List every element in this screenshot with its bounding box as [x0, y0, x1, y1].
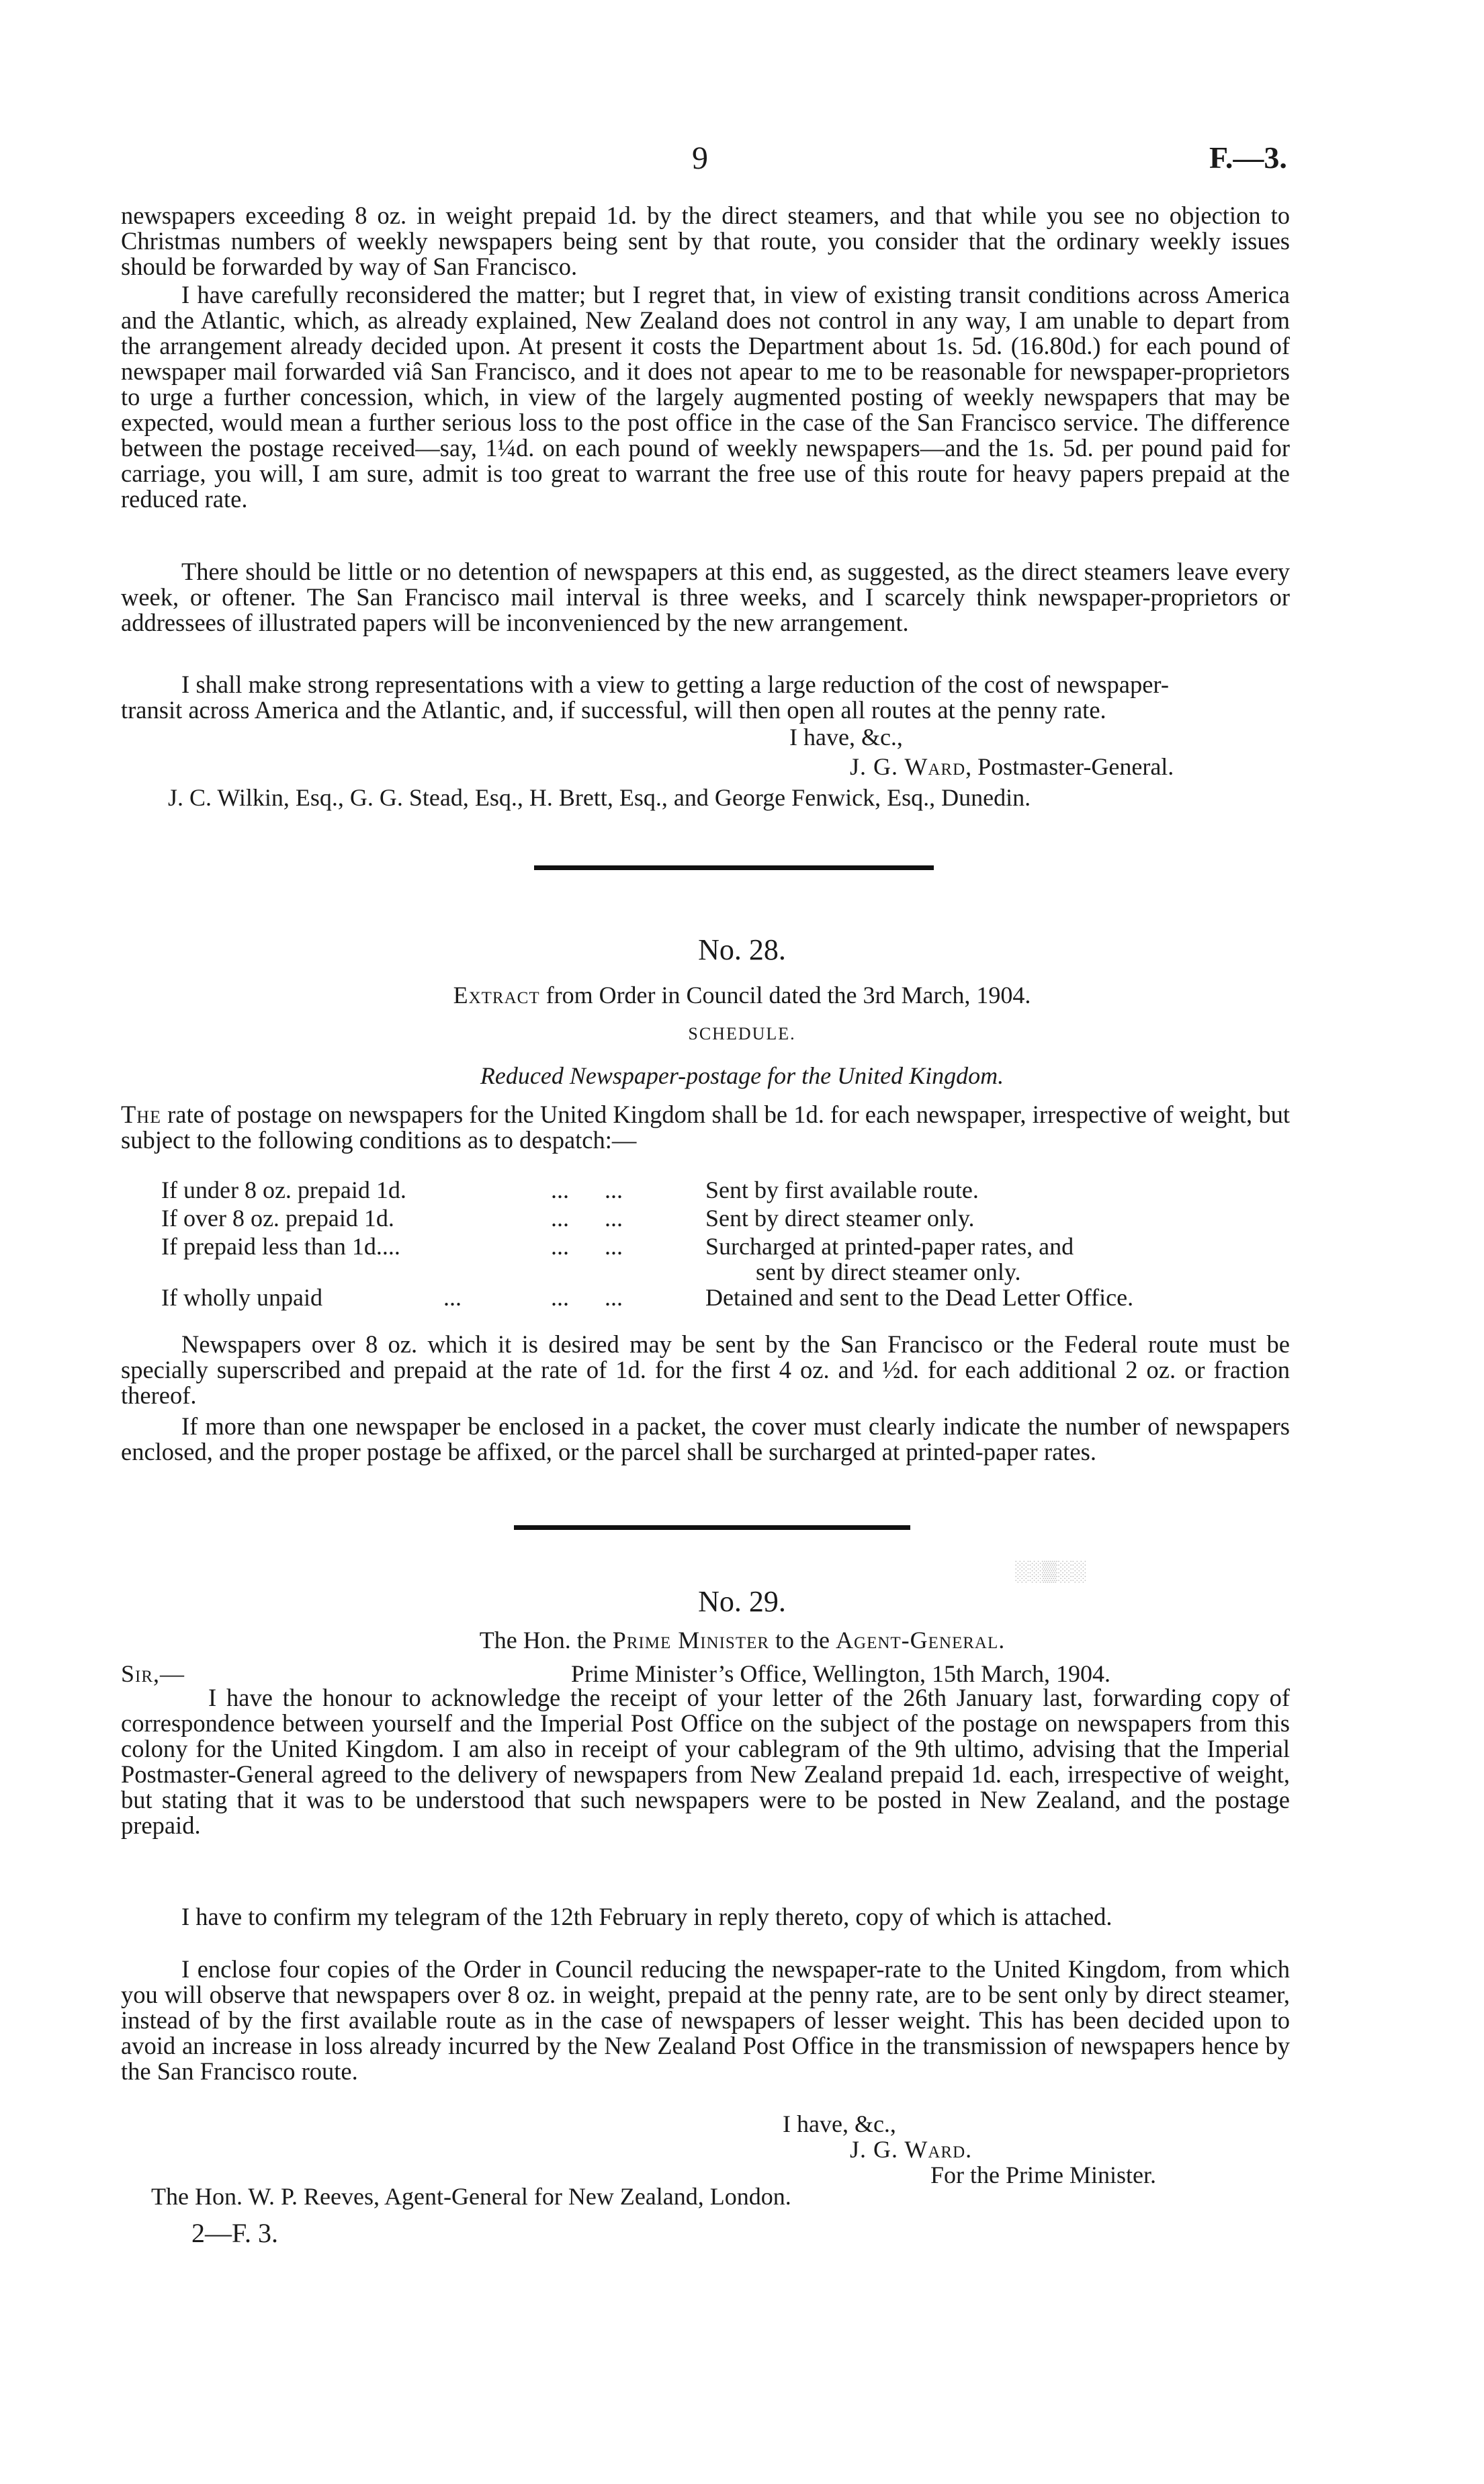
- schedule-subtitle: Reduced Newspaper-postage for the United Kingdom.: [480, 1062, 1004, 1089]
- letter-signature: [850, 753, 1174, 781]
- order-paragraph: Newspapers over 8 oz. which it is desired may be sent by the San Francisco or the Federal route must be specially superscribed and prepaid at the rate of 1d. for the first 4 oz. and ½d. for each additional 2 oz. or fraction thereof.: [121, 1330, 1290, 1409]
- schedule-label: SCHEDULE.: [688, 1024, 796, 1043]
- leader-dots: ...: [605, 1176, 623, 1203]
- letter-paragraph: I have carefully reconsidered the matter; but I regret that, in view of existing transit conditions across America and the Atlantic, which, as already explained, New Zealand does not control in any way, I am unable to depart from the arrangement already decided upon. At present it costs the Department about 1s. 5d. (16.80d.) for each pound of newspaper mail forwarded viâ San Francisco, and it does not apear to me to be reasonable for newspaper-proprietors to urge a further concession, which, in view of the largely augmented posting of weekly newspapers that may be expected, would mean a further serious loss to the post office in the case of the San Francisco service. The difference between the postage received—say, 1¼d. on each pound of weekly newspapers—and the 1s. 5d. per pound paid for carriage, you will, I am sure, admit is too great to warrant the free use of this route for heavy papers prepaid at the reduced rate.: [121, 281, 1290, 513]
- print-specks: ░░▒░░: [1014, 1560, 1086, 1582]
- title-part: to the: [769, 1627, 836, 1654]
- letter-paragraph: I have to confirm my telegram of the 12th February in reply thereto, copy of which is attached.: [181, 1903, 1112, 1930]
- intro-lead: The: [121, 1101, 161, 1128]
- leader-dots: ...: [551, 1176, 569, 1203]
- letter-signature: J. G. Ward.: [850, 2136, 973, 2163]
- letter-paragraph: I enclose four copies of the Order in Council reducing the newspaper-rate to the United Kingdom, from which you will observe that newspapers over 8 oz. in weight, prepaid at the penny rate, are to be sent only by direct steamer, instead of by the first available route as in the case of newspapers of lesser weight. This has been decided upon to avoid an increase in loss already incurred by the New Zealand Post Office in the transmission of newspapers hence by the San Francisco route.: [121, 1955, 1290, 2085]
- section-divider: [514, 1525, 910, 1530]
- section-divider: [534, 865, 934, 870]
- letter-paragraph: I shall make strong representations with a view to getting a large reduction of the cost of newspaper-transit across America and the Atlantic, and, if successful, will then open all routes at the penny rate.: [121, 671, 1169, 724]
- letter-addressee: The Hon. W. P. Reeves, Agent-General for New Zealand, London.: [151, 2183, 791, 2210]
- leader-dots: ...: [443, 1284, 462, 1311]
- letter-addressee: J. C. Wilkin, Esq., G. G. Stead, Esq., H. Brett, Esq., and George Fenwick, Esq., Dunedin.: [168, 784, 1031, 811]
- letter-title: [0, 1626, 1484, 1654]
- leader-dots: ...: [605, 1284, 623, 1311]
- leader-dots: ...: [605, 1205, 623, 1232]
- section-heading: No. 28.: [698, 933, 786, 966]
- schedule-result-cont: sent by direct steamer only.: [756, 1258, 1021, 1285]
- schedule-result: Sent by first available route.: [705, 1176, 979, 1203]
- order-paragraph: If more than one newspaper be enclosed in a packet, the cover must clearly indicate the number of newspapers enclosed, and the proper postage be affixed, or the parcel shall be surcharged at printed-paper rates.: [121, 1412, 1290, 1465]
- schedule-row: [161, 1177, 1303, 1204]
- leader-dots: ...: [551, 1205, 569, 1232]
- title-part: Prime Minister: [612, 1627, 770, 1654]
- schedule-condition: If over 8 oz. prepaid 1d.: [161, 1205, 394, 1232]
- letter-closing: I have, &c.,: [789, 724, 903, 751]
- leader-dots: ...: [551, 1233, 569, 1260]
- signature-for: For the Prime Minister.: [930, 2161, 1156, 2188]
- schedule-row-continuation: [161, 1259, 1303, 1286]
- letter-paragraph: newspapers exceeding 8 oz. in weight prepaid 1d. by the direct steamers, and that while you see no objection to Christmas numbers of weekly newspapers being sent by that route, you consider that the ordinary weekly issues should be forwarded by way of San Francisco.: [121, 202, 1290, 280]
- page-number: 9: [692, 140, 708, 176]
- schedule-condition: If wholly unpaid: [161, 1284, 322, 1311]
- title-part: Agent-General: [836, 1627, 999, 1654]
- signatory-title: , Postmaster-General.: [965, 753, 1174, 780]
- section-heading: No. 29.: [698, 1585, 786, 1618]
- schedule-condition: If under 8 oz. prepaid 1d.: [161, 1176, 406, 1203]
- schedule-row: [161, 1205, 1303, 1232]
- schedule-condition: If prepaid less than 1d....: [161, 1233, 400, 1260]
- leader-dots: ...: [605, 1233, 623, 1260]
- salutation: Sir,—: [121, 1660, 185, 1687]
- intro-text: rate of postage on newspapers for the United Kingdom shall be 1d. for each newspaper, irrespective of weight, but subject to the following conditions as to despatch:—: [121, 1101, 1290, 1154]
- title-part: .: [998, 1627, 1005, 1654]
- letter-paragraph: I have the honour to acknowledge the receipt of your letter of the 26th January last, forwarding copy of correspondence between yourself and the Imperial Post Office on the subject of the postage on newspapers from this colony for the United Kingdom. I am also in receipt of your cablegram of the 9th ultimo, advising that the Imperial Postmaster-General agreed to the delivery of newspapers from New Zealand prepaid 1d. each, irrespective of weight, but stating that it was to be understood that such newspapers were to be posted in New Zealand, and the postage prepaid.: [121, 1684, 1290, 1839]
- extract-rest: from Order in Council dated the 3rd March, 1904.: [539, 982, 1031, 1009]
- sheet-signature-mark: 2—F. 3.: [191, 2218, 279, 2248]
- schedule-row: [161, 1234, 1303, 1260]
- document-reference: F.—3.: [1209, 140, 1287, 175]
- schedule-row: [161, 1285, 1303, 1312]
- extract-title: [0, 981, 1484, 1009]
- schedule-result: Sent by direct steamer only.: [705, 1205, 975, 1232]
- schedule-result: Detained and sent to the Dead Letter Office.: [705, 1284, 1134, 1311]
- letter-closing: I have, &c.,: [783, 2110, 896, 2137]
- letter-paragraph: There should be little or no detention of newspapers at this end, as suggested, as the direct steamers leave every week, or oftener. The San Francisco mail interval is three weeks, and I scarcely think newspaper-proprietors or addressees of illustrated papers will be inconvenienced by the new arrangement.: [121, 558, 1290, 636]
- title-part: The Hon. the: [479, 1627, 613, 1654]
- extract-word: Extract: [453, 982, 540, 1009]
- schedule-result: Surcharged at printed-paper rates, and: [705, 1233, 1074, 1260]
- leader-dots: ...: [551, 1284, 569, 1311]
- signatory-name: J. G. Ward: [850, 753, 966, 780]
- letter-from-line: Prime Minister’s Office, Wellington, 15th March, 1904.: [571, 1660, 1111, 1687]
- schedule-intro: [121, 1102, 1290, 1153]
